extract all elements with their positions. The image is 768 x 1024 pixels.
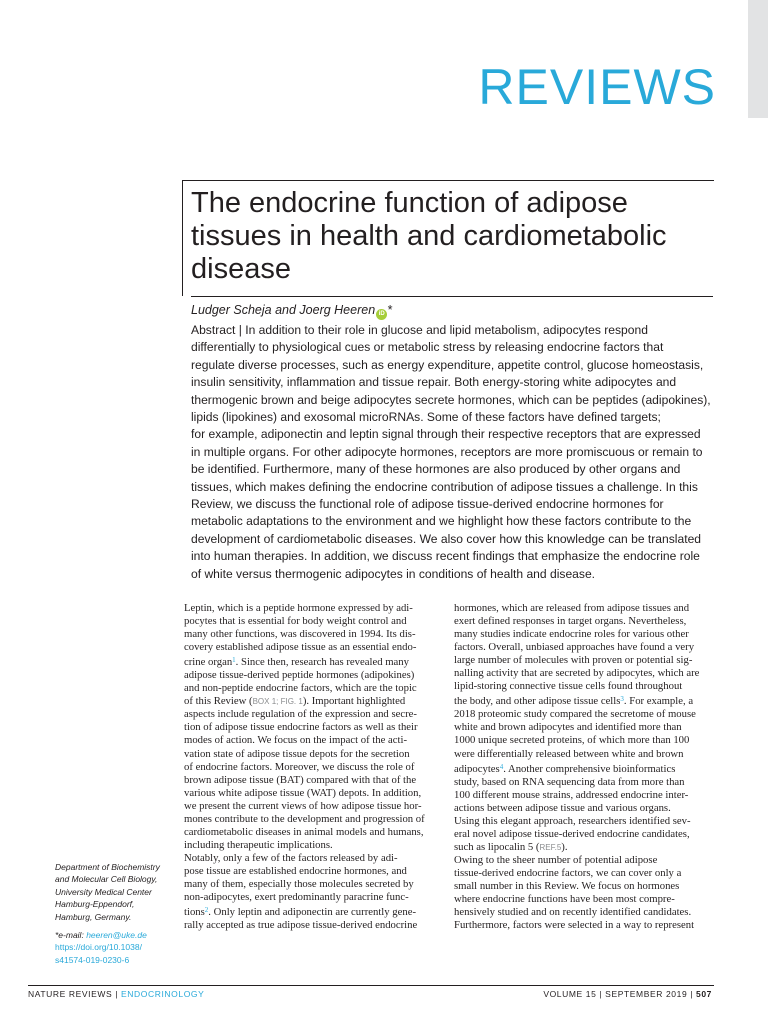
body-line: including therapeutic implications. bbox=[184, 838, 333, 851]
abstract-line: of white versus thermogenic adipocytes in conditions of health and disease. bbox=[191, 566, 596, 581]
footer-journal bbox=[28, 989, 204, 999]
body-line: tissue-derived endocrine factors, we can cover only a bbox=[454, 866, 682, 879]
body-line: many other functions, was discovered in 1994. Its dis- bbox=[184, 628, 416, 641]
body-line: small number in this Review. We focus on hormones bbox=[454, 879, 680, 892]
body-line: the body, and other adipose tissue cells$^3$. For example, a bbox=[454, 695, 694, 708]
affiliation-line: Hamburg, Germany. bbox=[55, 911, 132, 922]
abstract-line: regulate diverse processes, such as energy expenditure, appetite control, glucose homeostasis, bbox=[191, 357, 704, 372]
author-line bbox=[191, 301, 392, 320]
body-line: large number of molecules with proven or potential sig- bbox=[454, 654, 693, 667]
body-line: many studies indicate endocrine roles for various other bbox=[454, 628, 689, 641]
body-line: of this Review (BOX 1; FIG. 1). Important highlighted bbox=[184, 695, 406, 708]
body-line: many of them, especially those molecules secreted by bbox=[184, 877, 414, 890]
affiliation-line: and Molecular Cell Biology, bbox=[55, 874, 158, 885]
doi-line[interactable]: https://doi.org/10.1038/ bbox=[55, 942, 142, 953]
body-line: pocytes that is essential for body weight control and bbox=[184, 615, 407, 628]
body-line: were differentially released between white and brown bbox=[454, 747, 684, 760]
email-link[interactable]: heeren@uke.de bbox=[86, 930, 147, 941]
body-line: tions$^2$. Only leptin and adiponectin are currently gene- bbox=[184, 906, 417, 919]
abstract-line: tissues, which makes defining the endocrine contribution of adipose tissues a challenge. In this bbox=[191, 479, 698, 494]
body-column-left bbox=[184, 602, 444, 932]
abstract-label: Abstract | bbox=[191, 323, 242, 337]
title-rule bbox=[191, 296, 713, 297]
body-line: actions between adipose tissue and various organs. bbox=[454, 801, 671, 814]
body-line: covery established adipose tissue as an essential endo- bbox=[184, 641, 417, 654]
body-line: white and brown adipocytes and identified more than bbox=[454, 721, 682, 734]
page-number: 507 bbox=[696, 989, 712, 999]
abstract-line: into human therapies. In addition, we discuss recent findings that emphasize the endocrine role bbox=[191, 549, 700, 564]
journal-name: NATURE REVIEWS | bbox=[28, 989, 122, 999]
body-line: cardiometabolic diseases in animal models and humans, bbox=[184, 825, 424, 838]
citation-link[interactable]: 2 bbox=[204, 906, 209, 915]
abstract-line: Abstract | In addition to their role in glucose and lipid metabolism, adipocytes respond bbox=[191, 323, 648, 337]
abstract-line: differentially to physiological cues or metabolic stress by releasing endocrine factors that bbox=[191, 340, 664, 355]
abstract bbox=[191, 322, 721, 583]
body-line: Using this elegant approach, researchers identified sev- bbox=[454, 814, 691, 827]
body-line: adipose tissue-derived peptide hormones (adipokines) bbox=[184, 669, 415, 682]
body-line: Owing to the sheer number of potential adipose bbox=[454, 853, 658, 866]
abstract-line: Review, we discuss the functional role of adipose tissue-derived endocrine hormones for bbox=[191, 497, 664, 512]
body-line: eral novel adipose tissue-derived endocrine candidates, bbox=[454, 827, 690, 840]
footer-issue bbox=[543, 989, 712, 999]
cross-reference-link[interactable]: BOX 1; FIG. 1 bbox=[252, 697, 303, 707]
body-line: of endocrine factors. Moreover, we discuss the role of bbox=[184, 760, 415, 773]
body-column-right bbox=[454, 602, 714, 932]
body-line: rally accepted as true adipose tissue-derived endocrine bbox=[184, 919, 418, 932]
citation-link[interactable]: 4 bbox=[499, 762, 504, 771]
body-line: factors. Overall, unbiased approaches have found a very bbox=[454, 641, 695, 654]
abstract-line: development of cardiometabolic diseases. We also cover how this knowledge can be translated bbox=[191, 531, 702, 546]
body-line: 2018 proteomic study compared the secretome of mouse bbox=[454, 708, 696, 721]
author-names: Ludger Scheja and Joerg Heeren bbox=[191, 303, 376, 317]
body-line: we present the current views of how adipose tissue hor- bbox=[184, 799, 422, 812]
doi-link[interactable] bbox=[55, 941, 175, 966]
body-line: nalling activity that are secreted by adipocytes, which are bbox=[454, 667, 700, 680]
body-line: and non-peptide endocrine factors, which are the topic bbox=[184, 682, 417, 695]
body-line: pose tissue are established endocrine hormones, and bbox=[184, 864, 407, 877]
body-line: where endocrine functions have been most compre- bbox=[454, 893, 675, 906]
abstract-line: lipids (lipokines) and exosomal microRNAs. Some of these factors have defined targets; bbox=[191, 410, 661, 425]
abstract-line: insulin sensitivity, inflammation and tissue repair. Both energy-storing white adipocytes and bbox=[191, 375, 677, 390]
affiliation-line: Department of Biochemistry bbox=[55, 862, 160, 872]
abstract-line: metabolic adaptations to the environment and we highlight how these factors contribute to the bbox=[191, 514, 692, 529]
affiliation-line: University Medical Center bbox=[55, 886, 152, 897]
issue-info: VOLUME 15 | SEPTEMBER 2019 | bbox=[543, 989, 697, 999]
email-label: *e-mail: bbox=[55, 930, 87, 941]
body-line: various white adipose tissue (WAT) depots. In addition, bbox=[184, 786, 422, 799]
abstract-line: in multiple organs. For other adipocyte hormones, receptors are more promiscuous or remain to bbox=[191, 444, 703, 459]
abstract-line: be identified. Furthermore, many of these hormones are also produced by other organs and bbox=[191, 462, 681, 477]
body-line: Furthermore, factors were selected in a way to represent bbox=[454, 919, 695, 932]
body-line: exert defined responses in target organs. Nevertheless, bbox=[454, 615, 687, 628]
journal-subject: ENDOCRINOLOGY bbox=[121, 989, 205, 999]
article-title: The endocrine function of adipose tissues in health and cardiometabolic disease bbox=[191, 187, 667, 285]
body-line: vation state of adipose tissue depots for the secretion bbox=[184, 747, 410, 760]
body-line: modes of action. We focus on the impact of the acti- bbox=[184, 734, 408, 747]
citation-link[interactable]: 3 bbox=[620, 695, 624, 704]
cross-reference-link[interactable]: REF.5 bbox=[539, 842, 562, 852]
citation-link[interactable]: 1 bbox=[232, 656, 236, 665]
body-line: Notably, only a few of the factors released by adi- bbox=[184, 851, 398, 864]
body-line: non-adipocytes, exert predominantly paracrine func- bbox=[184, 891, 409, 904]
body-line: 1000 unique secreted proteins, of which more than 100 bbox=[454, 734, 690, 747]
body-line: such as lipocalin 5 (REF.5). bbox=[454, 840, 568, 853]
abstract-line: for example, adiponectin and leptin signal through their respective receptors that are expressed bbox=[191, 427, 701, 442]
body-line: Leptin, which is a peptide hormone expressed by adi- bbox=[184, 602, 413, 614]
body-line: adipocytes$^4$. Another comprehensive bioinformatics bbox=[454, 762, 676, 775]
body-line: study, based on RNA sequencing data from more than bbox=[454, 775, 685, 788]
section-label: REVIEWS bbox=[478, 59, 716, 115]
body-line: 100 different mouse strains, addressed endocrine inter- bbox=[454, 788, 689, 801]
corresponding-mark: * bbox=[387, 303, 393, 317]
body-line: brown adipose tissue (BAT) compared with that of the bbox=[184, 773, 417, 786]
affiliation-lines bbox=[55, 861, 175, 923]
body-line: crine organ$^1$. Since then, research has revealed many bbox=[184, 656, 409, 669]
footer-rule bbox=[28, 985, 714, 986]
affiliation bbox=[55, 861, 175, 966]
body-line: tion of adipose tissue endocrine factors as well as their bbox=[184, 721, 418, 734]
abstract-line: thermogenic brown and beige adipocytes secrete hormones, which can be peptides (adipokines), bbox=[191, 392, 711, 407]
email-line bbox=[55, 929, 175, 941]
affiliation-line: Hamburg-Eppendorf, bbox=[55, 899, 135, 910]
body-line: hensively studied and on recently identified candidates. bbox=[454, 906, 692, 919]
orcid-icon[interactable]: iD bbox=[376, 309, 387, 320]
doi-line[interactable]: s41574-019-0230-6 bbox=[55, 954, 130, 965]
body-line: hormones, which are released from adipose tissues and bbox=[454, 602, 690, 614]
edge-tab bbox=[748, 0, 768, 118]
body-line: aspects include regulation of the expression and secre- bbox=[184, 708, 417, 721]
body-line: mones contribute to the development and progression of bbox=[184, 812, 425, 825]
body-line: lipid-storing connective tissue cells found throughout bbox=[454, 680, 683, 693]
